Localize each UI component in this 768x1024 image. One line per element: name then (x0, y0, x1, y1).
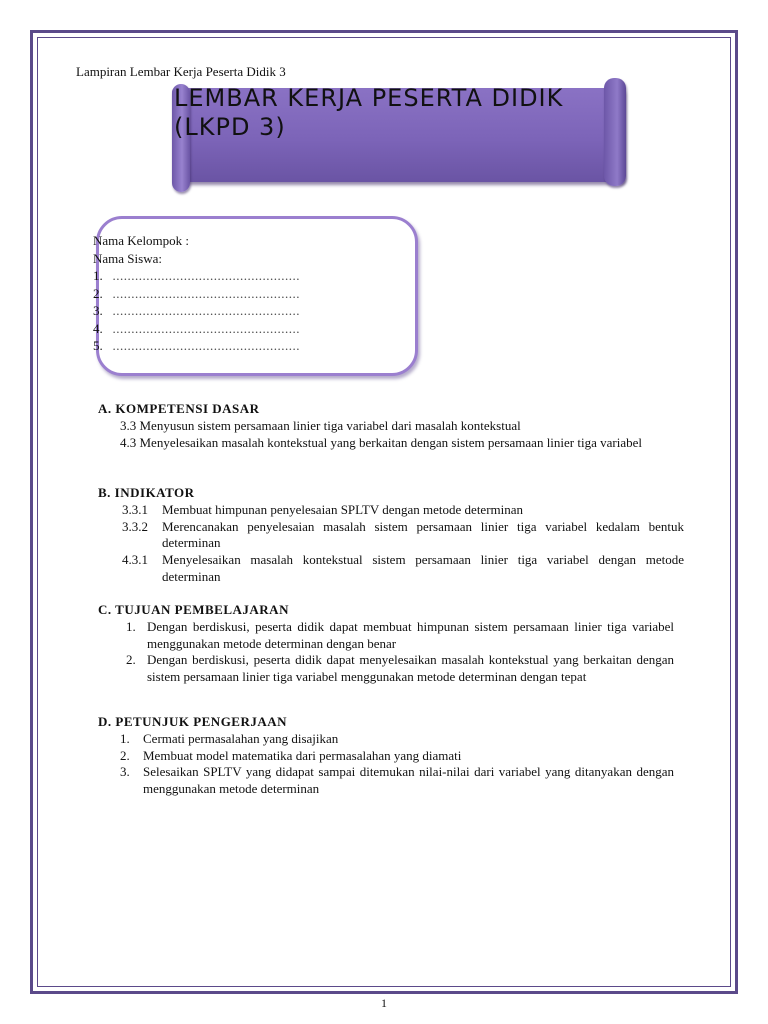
banner-title (174, 84, 614, 144)
instruction-item: 2. Membuat model matematika dari permasalahan yang diamati (120, 747, 462, 763)
student-line-2[interactable]: 2. .................................................. (93, 285, 300, 301)
student-line-1[interactable]: 1. .................................................. (93, 268, 300, 283)
instruction-item: 3. Selesaikan SPLTV yang didapat sampai ditemukan nilai-nilai dari variabel yang ditanyakan dengan menggunakan metode determinan (120, 764, 674, 797)
indicator-item: 4.3.1 Menyelesaikan masalah kontekstual sistem persamaan linier tiga variabel dengan metode determinan (122, 552, 684, 584)
section-tujuan-pembelajaran (98, 602, 674, 686)
objective-item: 2. Dengan berdiskusi, peserta didik dapat menyelesaikan masalah kontekstual yang berkaitan dengan sistem persamaan linier tiga variabel menggunakan metode determinan dengan tepat (126, 652, 674, 685)
header-caption: Lampiran Lembar Kerja Peserta Didik 3 (76, 64, 286, 79)
instruction-item: 1. Cermati permasalahan yang disajikan (120, 730, 339, 746)
banner-title-line2: (LKPD 3) (174, 113, 286, 141)
section-petunjuk-pengerjaan (98, 714, 674, 798)
student-line-5[interactable]: 5. .................................................. (93, 338, 300, 353)
identity-lines (93, 232, 300, 355)
section-heading: B. INDIKATOR (98, 485, 195, 500)
section-kompetensi-dasar (98, 401, 678, 451)
objective-item: 1. Dengan berdiskusi, peserta didik dapat membuat himpunan sistem persamaan linier tiga variabel menggunakan metode determinan dengan benar (126, 618, 674, 651)
section-heading: D. PETUNJUK PENGERJAAN (98, 714, 288, 729)
banner-title-line1: LEMBAR KERJA PESERTA DIDIK (174, 84, 564, 112)
kd-item: 3.3 Menyusun sistem persamaan linier tiga variabel dari masalah kontekstual (120, 417, 521, 433)
student-line-3[interactable]: 3. .................................................. (93, 303, 300, 318)
group-name-label: Nama Kelompok : (93, 233, 190, 248)
indicator-item: 3.3.2 Merencanakan penyelesaian masalah sistem persamaan linier tiga variabel kedalam bentuk determinan (122, 518, 684, 551)
section-heading: C. TUJUAN PEMBELAJARAN (98, 602, 289, 617)
section-indikator (98, 485, 684, 586)
kd-item: 4.3 Menyelesaikan masalah kontekstual yang berkaitan dengan sistem persamaan linier tiga variabel (120, 434, 642, 450)
student-names-label: Nama Siswa: (93, 250, 162, 266)
section-heading: A. KOMPETENSI DASAR (98, 401, 260, 416)
student-line-4[interactable]: 4. .................................................. (93, 320, 300, 336)
page-number: 1 (381, 996, 387, 1010)
indicator-item: 3.3.1 Membuat himpunan penyelesaian SPLTV dengan metode determinan (122, 501, 524, 517)
